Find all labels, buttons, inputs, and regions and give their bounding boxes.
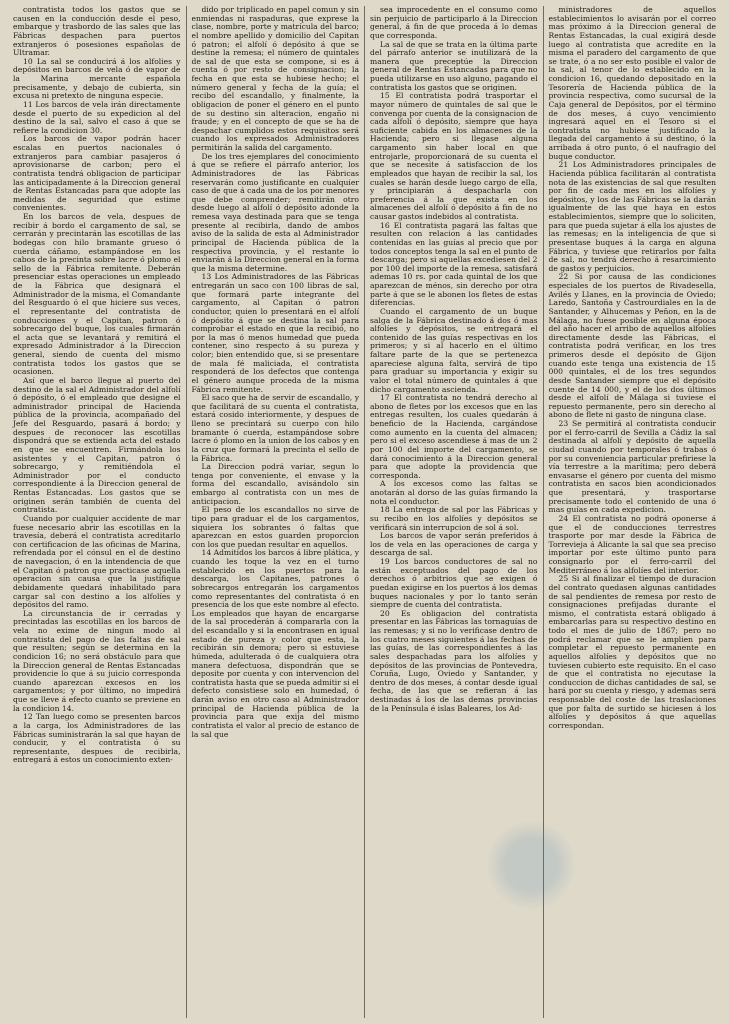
paragraph: La circunstancia de ir cerradas y precintadas las escotillas en los barcos de vela no exime de ningun modo al contratista del pago de las faltas de sal que resulten; según se determina en la condicion 16; no será obstáculo para que la Direccion general de Rentas Estancadas providencie lo que á su juicio corresponda cuando aparezcan excesos en los cargamentos; y por último, no impedirá que se lleve á efecto cuanto se previene en la condicion 14.: [13, 608, 181, 713]
paragraph: 21 Los Administradores principales de Hacienda pública facilitarán al contratista nota de las existencias de sal que resulten por fin de cada mes en los alfolíes y depósitos, y los de las Fábricas se la darán igualmente de las que haya en estos establecimientos, siempre que lo soliciten, para que pueda sujetar á ella los ajustes de las remesas; en la inteligencia de que si presentase buques á la carga en alguna Fábrica, y tuviese que retirarlos por falta de sal, no tendrá derecho á resarcimiento de gastos y perjuicios.: [548, 160, 716, 273]
paragraph: La sal de que se trata en la última parte del párrafo anterior se inutilizará de la manera que preceptúe la Direccion general de Rentas Estancadas para que no pueda utilizarse en uso alguno, pagando el contratista los gastos que se originen.: [370, 39, 538, 92]
paragraph: Así que el barco llegue al puerto del destino de la sal el Administrador del alfolí ó depósito, ó el empleado que designe el administrador principal de Hacienda pública de la provincia, acompañado del Jefe del Resguardo, pasará á bordo; y despues de reconocer las escotillas dispondrá que se extienda acta del estado en que se encuentren. Firmándola los asistentes y el Capitan, patron ó sobrecargo, y remitiéndola el Administrador por el conducto correspondiente á la Direccion general de Rentas Estancadas. Los gastos que se originen serán también de cuenta del contratista.: [13, 375, 181, 515]
paragraph: 25 Si al finalizar el tiempo de duracion del contrato quedasen algunas cantidades de sal pendientes de remesa por resto de consignaciones prefijadas durante el mismo, el contratista estará obligado á embarcarlas para su respectivo destino en todo el mes de julio de 1867; pero no podrá reclamar que se le amplien para completar el repuesto permanente en aquellos alfolíes y depósitos que no tuviesen cubierto este requisito. En el caso de que el contratista no ejecutase la conduccion de dichas cantidades de sal, se hará por su cuenta y riesgo, y ademas será responsable del coste de las traslaciones que por falta de surtido se hiciesen á los alfolíes y depósitos á que aquellas correspondan.: [548, 574, 716, 730]
paragraph: 24 El contratista no podrá oponerse á que el de conducciones terrestres trasporte por mar desde la Fábrica de Torrevieja á Alicante la sal que sea preciso importar por este último punto para consignarlo por el ferro-carril del Mediterráneo á los alfolíes del interior.: [548, 513, 716, 575]
paragraph: Los barcos de vapor podrán hacer escalas en puertos nacionales ó extranjeros para cambiar pasajeros ó aprovisionarse de carbon; pero el contratista tendrá obligacion de participar las anticipadamente á la Direccion general de Rentas Estancadas para que adopte las medidas de seguridad que estime convenientes.: [13, 134, 181, 213]
paragraph: A los excesos como las faltas se anotarán al dorso de las guías firmando la nota el conductor.: [370, 479, 538, 506]
paragraph: Los barcos de vapor serán preferidos á los de vela en las operaciones de carga y descarga de sal.: [370, 531, 538, 558]
paragraph: contratista todos los gastos que se causen en la conducción desde el peso, embarque y trasbordo de las sales que las Fábricas despachen para puertos extranjeros ó posesiones españolas de Ultramar.: [13, 6, 181, 58]
ink-stamp: [486, 820, 576, 910]
column-1: [8, 6, 186, 1018]
paragraph: En los barcos de vela, despues de recibir á bordo el cargamento de sal, se cerrarán y precintarán las escotillas de las bodegas con hilo bramante grueso ó cuerda cáñamo, estampándose en los cabos de la precinta sobre lacre ó plomo el sello de la Fábrica remitente. Deberán presenciar estas operaciones un empleado de la Fábrica que designará el Administrador de la misma, el Comandante del Resguardo ó el que hiciere sus veces, el representante del contratista de conducciones y el Capitan, patron ó sobrecargo del buque, los cuales firmarán el acta que se levantará y remitirá el expresado Administrador á la Direccion general, siendo de cuenta del mismo contratista todos los gastos que se ocasionen.: [13, 212, 181, 377]
paragraph: 22 Si por causa de las condiciones especiales de los puertos de Rivadesella, Avilés y Llanes, en la provincia de Oviedo; Laredo, Santoña y Castrourdiales en la de Santander, y Alhucemas y Peñon, en la de Málaga, no fuese posible en alguna época del año hacer el arribo de aquellos alfolíes directamente desde las Fábricas, el contratista podrá verificar, en los tres primeros desde el depósito de Gijon cuando este tenga una existencia de 15 000 quintales, el de los tres segundos desde Santander siempre que el depósito cuente de 14 000, y el de los dos últimos desde el alfolí de Málaga si tuviese el repuesto permanente, pero sin derecho al abono de flete ni gasto de ninguna clase.: [548, 272, 716, 420]
paragraph: Cuando el cargamento de un buque salga de la Fábrica destinado á dos ó mas alfolíes y depósitos, se entregará el contenido de las guías respectivas en los primeros; y si al hacerlo en el último faltare parte de la que se pertenezca apareciese alguna falta, servirá de tipo para graduar su importancia y exigir su valor el total número de quintales á que dicho cargamento ascienda.: [370, 306, 538, 394]
paragraph: 13 Los Administradores de las Fábricas entregarán un saco con 100 libras de sal, que formará parte integrante del cargamento, al Capitan ó patron conductor, quien lo presentará en el alfolí ó depósito á que se destina la sal para comprobar el estado en que la recibió, no por la mas ó menos humedad que pueda contener, sino respecto á su pureza y color; bien entendido que, si se presentare de mala fé maliciada, el contratista responderá de los defectos que contenga el género aunque proceda de la misma Fábrica remitente.: [191, 272, 359, 394]
paragraph: ministradores de aquellos establecimientos lo avisarán por el correo mas próximo á la Direccion general de Rentas Estancadas, la cual exigirá desde luego al contratista que acredite en la misma el paradero del cargamento de que se trate, ó a no ser esto posible el valor de la sal, al tenor de lo establecido en la condicion 16, quedando depositado en la Tesorería de Hacienda pública de la provincia respectiva, como sucursal de la Caja general de Depósitos, por el término de dos meses, á cuyo vencimiento ingresará aquel en el Tesoro si el contratista no hubiese justificado la llegada del cargamento á su destino, ó la arribada á otro punto, ó el naufragio del buque conductor.: [548, 6, 716, 161]
text-columns: [8, 6, 721, 1018]
paragraph: La Direccion podrá variar, segun lo tenga por conveniente, el envase y la forma del escandallo, avisándolo sin embargo al contratista con un mes de anticipacion.: [191, 462, 359, 506]
column-2: [186, 6, 365, 1018]
paragraph: El peso de los escandallos no sirve de tipo para graduar el de los cargamentos, siquiera los sobrantes ó faltas que aparezcan en estos guarden proporcion con los que puedan resultar en aquellos.: [191, 505, 359, 549]
paragraph: Cuando por cualquier accidente de mar fuese necesario abrir las escotillas en la travesía, deberá el contratista acreditarlo con certificacion de las oficinas de Marina, refrendada por el cónsul en el de destino de navegacion, ó en la intendencia de que el Capitan ó patron que practicase aquella operacion sin causa que la justifique debidamente quedará inhabilitado para cargar sal con destino a los alfolíes y depósitos del ramo.: [13, 513, 181, 610]
paragraph: De los tres ejemplares del conocimiento á que se refiere el párrafo anterior, los Administradores de las Fábricas reservarán como justificante en cualquier caso de que á cada una de los por menores que debe comprender; remitirán otro desde luego al alfolí ó depósito adonde la remesa vaya destinada para que se tenga presente al recibirla, dando de ambos aviso de la salida de esta al Administrador principal de Hacienda pública de la respectiva provincia, y el restante lo enviarán á la Direccion general en la forma que la misma determine.: [191, 151, 360, 273]
paragraph: 15 El contratista podrá trasportar el mayor número de quintales de sal que le convenga por cuenta de la consignacion de cada alfolí ó depósito, siempre que haya suficiente cabida en los almacenes de la Hacienda; pero si llegase alguna cargamento sin haber local en que entrojarle, proporcionará de su cuenta el que se necesite á satisfaccion de los empleados que hayan de recibir la sal, los cuales se harán desde luego cargo de ella, y principiarán á despacharla con preferencia á la que exista en los almacenes del alfolí ó depósito á fin de no causar gastos indebidos al contratista.: [370, 91, 538, 221]
paragraph: 18 La entrega de sal por las Fábricas y su recibo en los alfolíes y depósitos se verificará sin interrupcion de sol á sol.: [370, 505, 538, 532]
paragraph: 16 El contratista pagará las faltas que resulten con relacion á las cantidades contenidas en las guías al precio que por todos conceptos tenga la sal en el punto de descarga; pero si aquellas excediesen del 2 por 100 del importe de la remesa, satisfará ademas 10 rs. por cada quintal de los que aparezcan de ménos, sin derecho por otra parte á que se le abonen los fletes de estas diferencias.: [370, 220, 538, 308]
paragraph: 19 Los barcos conductores de sal no están exceptuados del pago de los derechos ó arbitrios que se exigen ó puedan exigirse en los puertos á los demas buques nacionales y por lo tanto serán siempre de cuenta del contratista.: [370, 557, 538, 610]
paragraph: 10 La sal se conducirá á los alfolies y depósitos en barcos de vela ó de vapor de la Marina mercante española precisamente, y debajo de cubierta, sin excusa ni pretexto de ninguna especie.: [13, 56, 181, 101]
paragraph: 23 Se permitirá al contratista conducir por el ferro-carril de Sevilla a Cádiz la sal destinada al alfolí y depósito de aquella ciudad cuando por temporales ó trabas ó por su conveniencia particular prefiriese la vía terrestre a la marítima; pero deberá envasarse el género por cuenta del mismo contratista en sacos bien acondicionados que presentará, y trasportarse precisamente todo el contenido de una ó mas guías en cada expedicion.: [548, 419, 716, 515]
paragraph: El saco que ha de servir de escandallo, y que facilitará de su cuenta el contratista, estará cosido interiormente, y despues de lleno se precintará su cuerpo con hilo bramante ó cuerda, estampándose sobre lacre ó plomo en la union de los cabos y en la cruz que formará la precinta el sello de la Fábrica.: [191, 393, 359, 463]
paragraph: 17 El contratista no tendrá derecho al abono de fletes por los excesos que en las entregas resulten, los cuales quedarán á beneficio de la Hacienda, cargándose como aumento en la cuenta del almacen; pero si el exceso ascendiese á mas de un 2 por 100 del importe del cargamento, se dará conocimiento á la Direccion general para que adopte la providencia que corresponda.: [370, 393, 538, 480]
paragraph: 11 Los barcos de vela irán directamente desde el puerto de su expedicion al del destino de la sal, salvo el caso á que se refiere la condicion 30.: [13, 99, 181, 135]
paragraph: 12 Tan luego como se presenten barcos a la carga, los Administradores de las Fábricas suministrarán la sal que hayan de conducir, y el contratista ó su representante, despues de recibirla, entregará á estos un conocimiento exten-: [13, 712, 181, 765]
paragraph: 20 Es obligacion del contratista presentar en las Fábricas las tornaguías de las remesas; y si no lo verificase dentro de los cuatro meses siguientes á las fechas de las guías, de las correspondientes á las sales despachadas para los alfolíes y depósitos de las provincias de Pontevedra, Coruña, Lugo, Oviedo y Santander, y dentro de dos meses, á contar desde igual fecha, de las que se refieran á las destinadas á los de las demas provincias de la Península é islas Baleares, los Ad-: [370, 608, 538, 713]
paragraph: sea improcedente en el consumo como sin perjuicio de participarlo á la Direccion general, á fin de que proceda á lo demas que corresponda.: [370, 6, 538, 40]
paragraph: dido por triplicado en papel comun y sin enmiendas ni raspaduras, que exprese la clase, nombre, porte y matrícula del barco; el nombre apellido y domicilio del Capitan ó patron; el alfolí ó depósito á que se destine la remesa; el número de quintales de sal de que esta se compone, si es á cuenta ó por resto de consignacion; la fecha en que esta se hubiese hecho; el número general y fecha de la guía; el recibo del escandallo, y finalmente, la obligacion de poner el género en el punto de su destino sin alteracion, engaño ni fraude; y en el concepto de que se ha de despachar cumplidos estos requisitos será cuando los expresados Administradores permitirán la salida del cargamento.: [191, 6, 359, 152]
paragraph: 14 Admitidos los barcos á libre plática, y cuando les toque la vez en el turno establecido en los puertos para la descarga, los Capitanes, patrones ó sobrecargos entregarán los cargamentos como representantes del contratista ó en presencia de los que este nombre al efecto. Los empleados que hayan de encargarse de la sal procederán á compararla con la del escandallo y si la encontrasen en igual estado de pureza y color que esta, la recibirán sin demora; pero si estuviese húmeda, adulterada ó de cualquiera otra manera defectuosa, dispondrán que se deposite por cuenta y con intervencion del contratista hasta que se pueda admitir si el defecto consistiese solo en humedad, ó darán aviso en otro caso al Administrador principal de Hacienda pública de la provincia para que exija del mismo contratista el valor al precio de estanco de la sal que: [191, 548, 359, 739]
